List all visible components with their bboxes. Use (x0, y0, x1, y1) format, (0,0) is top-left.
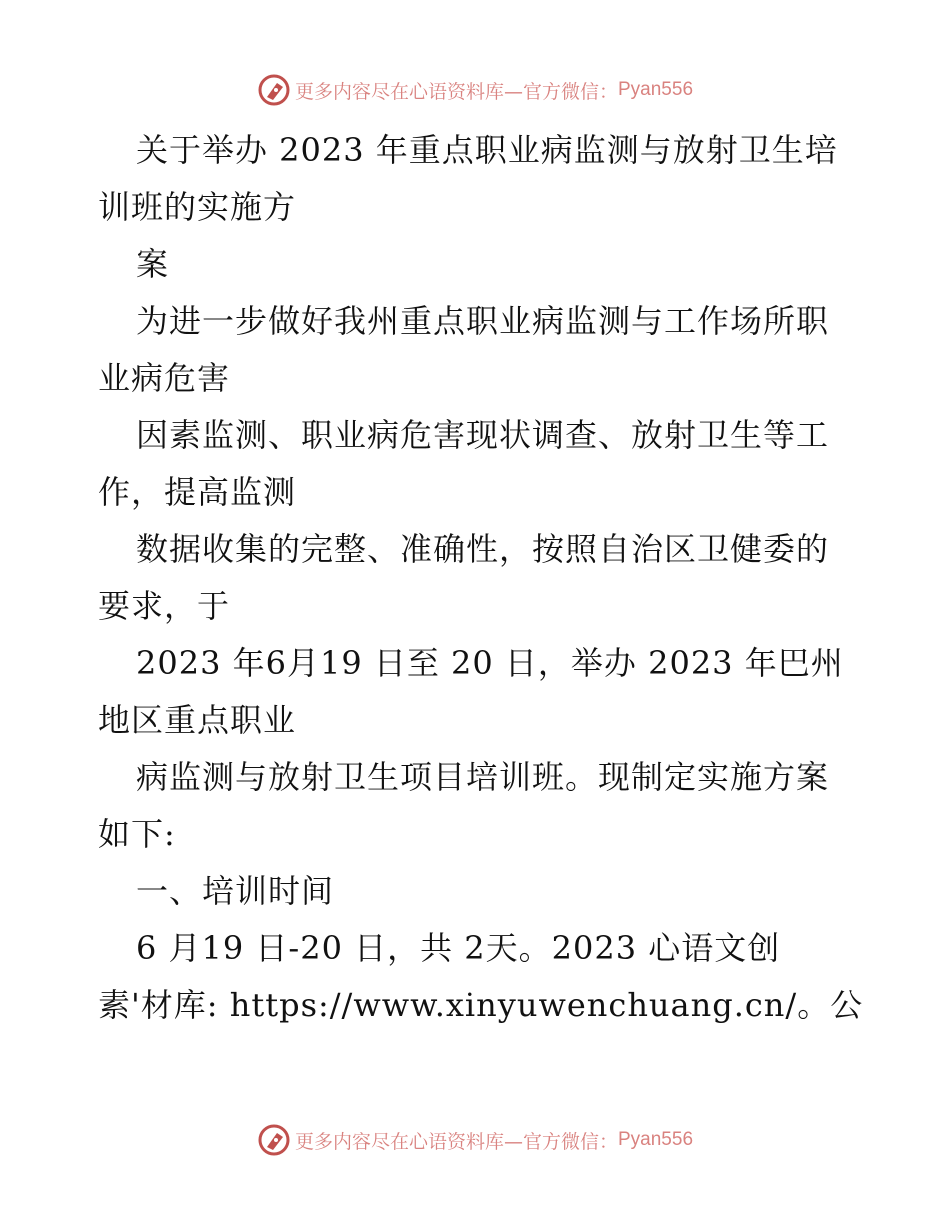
pen-nib-logo-icon (257, 1123, 291, 1157)
text-line: 业病危害 (98, 359, 231, 397)
text-line: 关于举办 2023 年重点职业病监测与放射卫生培 (136, 131, 838, 169)
text-line: 案 (136, 245, 170, 283)
text-line: 地区重点职业 (98, 701, 297, 739)
text-line: 6 月19 日-20 日，共 2天。2023 心语文创 (136, 929, 781, 967)
text-line: 作，提高监测 (98, 473, 297, 511)
text-line: 训班的实施方 (98, 188, 297, 226)
text-line: 病监测与放射卫生项目培训班。现制定实施方案 (136, 758, 830, 796)
text-line: 要求，于 (98, 587, 231, 625)
text-line: 素'材库: https://www.xinyuwenchuang.cn/。公 (98, 986, 864, 1024)
pen-nib-logo-icon (257, 73, 291, 107)
watermark-text: 更多内容尽在心语资料库—官方微信： (294, 80, 618, 103)
footer-watermark (0, 1122, 950, 1158)
text-line: 如下: (98, 815, 176, 853)
section-heading: 一、培训时间 (136, 872, 335, 910)
watermark-handle: Pyan556 (618, 79, 694, 100)
text-line: 2023 年6月19 日至 20 日，举办 2023 年巴州 (136, 644, 844, 682)
watermark-handle: Pyan556 (618, 1129, 694, 1150)
watermark-text: 更多内容尽在心语资料库—官方微信： (294, 1130, 618, 1153)
text-line: 为进一步做好我州重点职业病监测与工作场所职 (136, 302, 830, 340)
document-body (98, 122, 864, 1034)
text-line: 因素监测、职业病危害现状调查、放射卫生等工 (136, 416, 830, 454)
text-line: 数据收集的完整、准确性，按照自治区卫健委的 (136, 530, 830, 568)
header-watermark (0, 72, 950, 108)
